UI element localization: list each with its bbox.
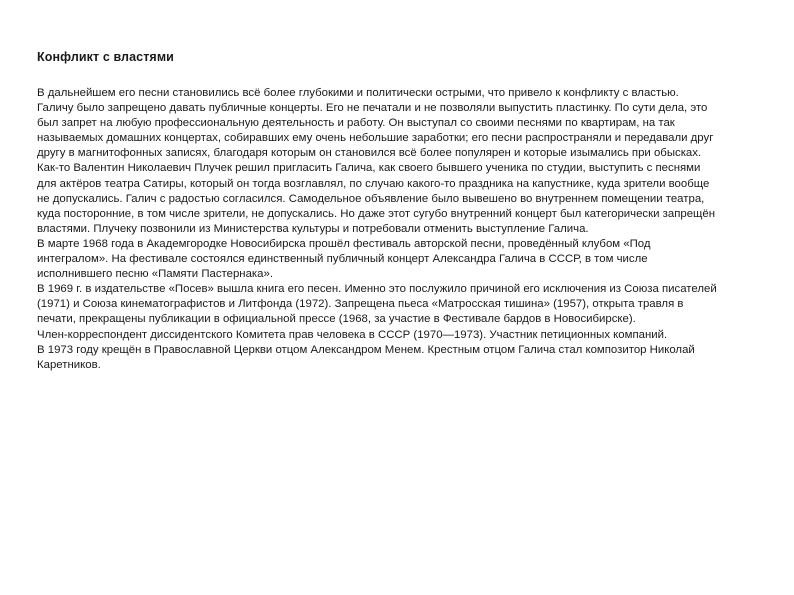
paragraph: В 1973 году крещён в Православной Церкви отцом Александром Менем. Крестным отцом Галича стал композитор Николай Каретников. xyxy=(37,343,695,371)
page-title: Конфликт с властями xyxy=(37,50,174,64)
body-text xyxy=(37,86,717,373)
paragraph: В 1969 г. в издательстве «Посев» вышла книга его песен. Именно это послужило причиной его исключения из Союза писателей (1971) и Союза кинематографистов и Литфонда (1972). Запрещена пьеса «Матросская тишина» (1957), открыта травля в печати, прекращены публикации в официальной прессе (1968, за участие в Фестивале бардов в Новосибирске). xyxy=(37,283,717,326)
paragraph: Как-то Валентин Николаевич Плучек решил пригласить Галича, как своего бывшего ученика по студии, выступить с песнями для актёров театра Сатиры, который он тогда возглавлял, по случаю какого-то праздника на капустнике, куда зрители вообще не допускались. Галич с радостью согласился. Самодельное объявление было вывешено во внутреннем помещении театра, куда посторонние, в том числе зрители, не допускались. Но даже этот сугубо внутренний концерт был категорически запрещён властями. Плучеку позвонили из Министерства культуры и потребовали отменить выступление Галича. xyxy=(37,162,716,235)
paragraph: Член-корреспондент диссидентского Комитета прав человека в СССР (1970—1973). Участник петиционных компаний. xyxy=(37,328,668,341)
paragraph: В марте 1968 года в Академгородке Новосибирска прошёл фестиваль авторской песни, проведённый клубом «Под интегралом». На фестивале состоялся единственный публичный концерт Александра Галича в СССР, в том числе исполнившего песню «Памяти Пастернака». xyxy=(37,237,651,281)
paragraph: В дальнейшем его песни становились всё более глубокими и политически острыми, что привело к конфликту с властью. Галичу было запрещено давать публичные концерты. Его не печатали и не позволяли выпустить пластинку. По сути дела, это был запрет на любую профессиональную деятельность и работу. Он выступал со своими песнями по квартирам, на так называемых домашних концертах, собиравших ему очень небольшие заработки; его песни распространяли и передавали друг другу в магнитофонных записях, благодаря которым он становился всё более популярен и которые изымались при обысках. xyxy=(37,87,714,160)
